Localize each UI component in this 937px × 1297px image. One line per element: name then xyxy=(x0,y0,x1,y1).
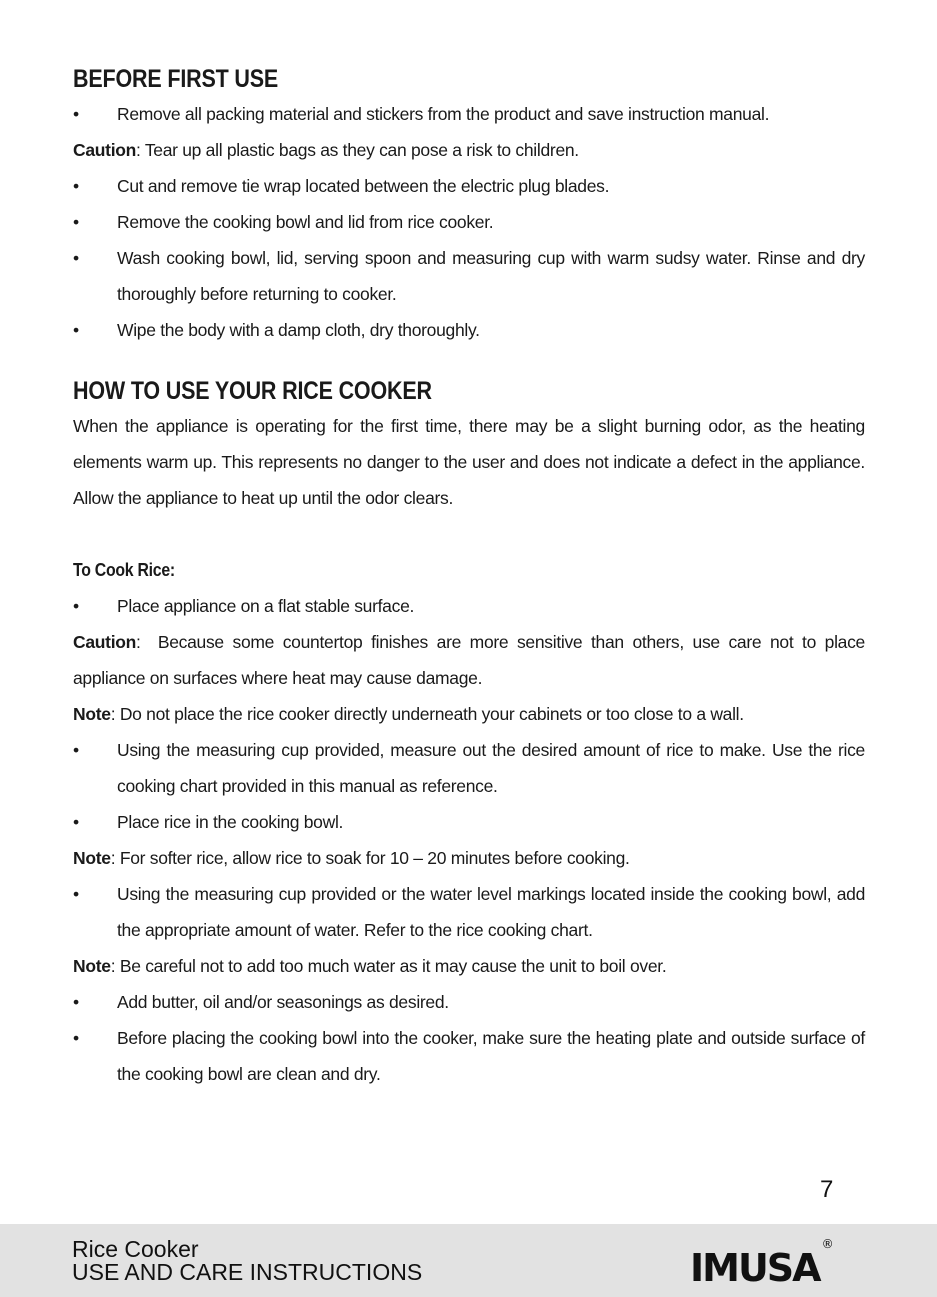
list-item-text: Place appliance on a flat stable surface. xyxy=(117,596,415,616)
list-item xyxy=(73,984,865,1020)
bullet-icon: • xyxy=(73,104,79,124)
how-to-use-intro: When the appliance is operating for the first time, there may be a slight burning odor, as the heating elements warm up. This represents no danger to the user and does not indicate a defect in the appliance. Allow the appliance to heat up until the odor clears. xyxy=(73,416,865,508)
section-heading-how-to-use: HOW TO USE YOUR RICE COOKER xyxy=(73,377,432,405)
note-text: : Be careful not to add too much water as it may cause the unit to boil over. xyxy=(110,956,667,976)
note-line xyxy=(73,948,865,984)
list-item-text: Before placing the cooking bowl into the cooker, make sure the heating plate and outside surface of the cooking bowl are clean and dry. xyxy=(117,1028,865,1084)
note-label: Note xyxy=(73,848,111,868)
note-line xyxy=(73,696,865,732)
note-text: : Because some countertop finishes are more sensitive than others, use care not to place appliance on surfaces where heat may cause damage. xyxy=(73,632,870,688)
note-label: Caution xyxy=(73,632,137,652)
note-text: : Do not place the rice cooker directly underneath your cabinets or too close to a wall. xyxy=(110,704,744,724)
note-line xyxy=(73,132,865,168)
footer-bar xyxy=(0,1224,937,1297)
bullet-icon: • xyxy=(73,176,79,196)
list-item xyxy=(73,588,865,624)
note-text: : Tear up all plastic bags as they can pose a risk to children. xyxy=(136,140,579,160)
note-label: Note xyxy=(73,704,111,724)
bullet-icon: • xyxy=(73,596,79,616)
before-first-use-list xyxy=(73,96,865,348)
bullet-icon: • xyxy=(73,1028,79,1048)
list-item-text: Using the measuring cup provided, measure out the desired amount of rice to make. Use the rice cooking chart provided in this manual as reference. xyxy=(117,740,865,796)
list-item xyxy=(73,732,865,804)
list-item-text: Remove all packing material and stickers from the product and save instruction manual. xyxy=(117,104,770,124)
bullet-icon: • xyxy=(73,212,79,232)
note-text: : For softer rice, allow rice to soak for 10 – 20 minutes before cooking. xyxy=(110,848,630,868)
list-item xyxy=(73,240,865,312)
list-item-text: Remove the cooking bowl and lid from rice cooker. xyxy=(117,212,494,232)
footer-product-name: Rice Cooker xyxy=(72,1236,199,1262)
list-item xyxy=(73,312,865,348)
list-item-text: Cut and remove tie wrap located between the electric plug blades. xyxy=(117,176,610,196)
section-heading-before-first-use: BEFORE FIRST USE xyxy=(73,65,279,93)
page-number: 7 xyxy=(820,1176,834,1203)
note-line xyxy=(73,624,870,696)
list-item-text: Wash cooking bowl, lid, serving spoon and measuring cup with warm sudsy water. Rinse and dry thoroughly before returning to cooker. xyxy=(117,248,865,304)
list-item xyxy=(73,1020,865,1092)
bullet-icon: • xyxy=(73,812,79,832)
logo-text: imusa xyxy=(690,1231,820,1294)
subheading-to-cook-rice: To Cook Rice: xyxy=(73,560,175,580)
list-item xyxy=(73,168,865,204)
note-line xyxy=(73,840,865,876)
list-item xyxy=(73,96,865,132)
imusa-logo xyxy=(690,1231,834,1294)
bullet-icon: • xyxy=(73,740,79,760)
list-item-text: Wipe the body with a damp cloth, dry thoroughly. xyxy=(117,320,480,340)
bullet-icon: • xyxy=(73,320,79,340)
list-item-text: Add butter, oil and/or seasonings as desired. xyxy=(117,992,449,1012)
document-body xyxy=(73,62,870,1092)
list-item xyxy=(73,804,865,840)
list-item xyxy=(73,204,865,240)
to-cook-rice-list xyxy=(73,588,870,1092)
list-item-text: Using the measuring cup provided or the water level markings located inside the cooking bowl, add the appropriate amount of water. Refer to the rice cooking chart. xyxy=(117,884,865,940)
note-label: Note xyxy=(73,956,111,976)
bullet-icon: • xyxy=(73,248,79,268)
footer-subtitle: USE AND CARE INSTRUCTIONS xyxy=(72,1259,423,1285)
bullet-icon: • xyxy=(73,992,79,1012)
bullet-icon: • xyxy=(73,884,79,904)
note-label: Caution xyxy=(73,140,137,160)
registered-mark: ® xyxy=(821,1237,834,1251)
list-item-text: Place rice in the cooking bowl. xyxy=(117,812,344,832)
list-item xyxy=(73,876,865,948)
